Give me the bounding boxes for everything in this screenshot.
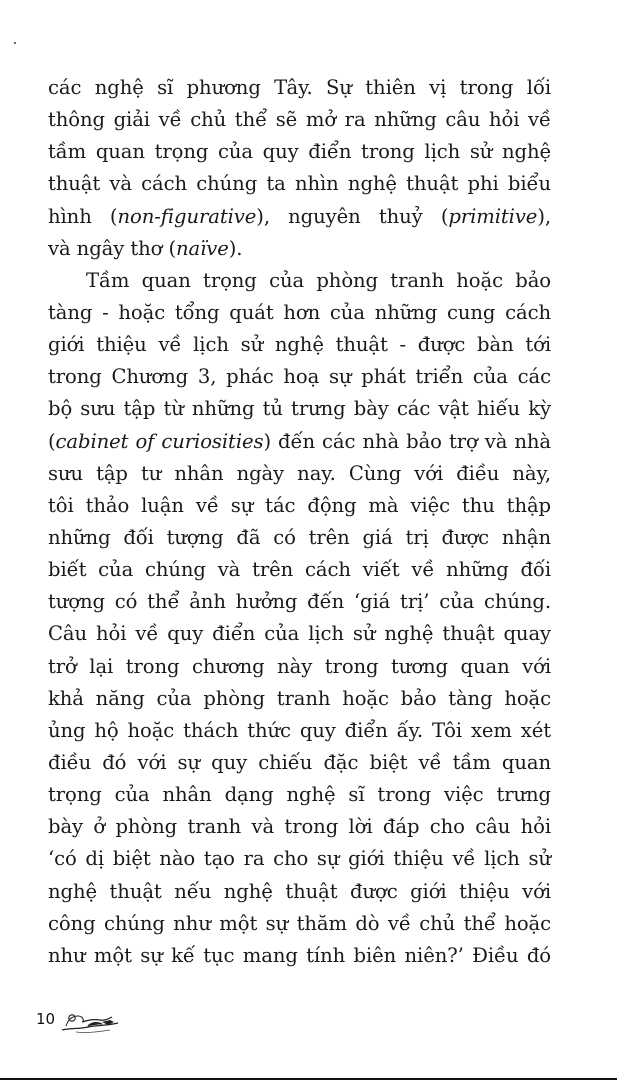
text-line xyxy=(48,554,551,586)
text-line xyxy=(48,908,551,940)
text-line xyxy=(48,876,551,908)
text-run: các nghệ sĩ phương Tây. Sự thiên vị trong lối xyxy=(48,76,551,99)
text-line xyxy=(48,811,551,843)
text-line xyxy=(48,683,551,715)
text-run: điều đó với sự quy chiếu đặc biệt về tầm quan xyxy=(48,750,551,774)
scan-speck xyxy=(14,42,16,44)
text-run: tôi thảo luận về sự tác động mà việc thu thập xyxy=(48,493,551,517)
text-run: ). xyxy=(228,236,243,260)
text-run: giới thiệu về lịch sử nghệ thuật - được bàn tới xyxy=(48,333,551,357)
text-run: Câu hỏi về quy điển của lịch sử nghệ thuật quay xyxy=(48,622,551,646)
text-line xyxy=(48,458,551,490)
text-run: thông giải về chủ thể sẽ mở ra những câu hỏi về xyxy=(48,108,551,132)
text-line xyxy=(48,201,551,233)
text-run: ( xyxy=(48,429,56,453)
body-text xyxy=(48,72,551,972)
text-line xyxy=(48,265,551,297)
text-run: như một sự kế tục mang tính biên niên?’ Điều đó xyxy=(48,943,551,967)
reclining-figure-ornament-icon xyxy=(58,1004,124,1036)
text-run: nghệ thuật nếu nghệ thuật được giới thiệu với xyxy=(48,879,551,903)
text-line xyxy=(48,940,551,972)
text-line xyxy=(48,715,551,747)
paragraph-1 xyxy=(48,72,551,265)
text-run: tượng có thể ảnh hưởng đến ‘giá trị’ của chúng. xyxy=(48,590,551,614)
text-line xyxy=(48,233,551,265)
text-run: thuật và cách chúng ta nhìn nghệ thuật phi biểu xyxy=(48,172,551,196)
text-run: trong Chương 3, phác hoạ sự phát triển của các xyxy=(48,365,551,389)
text-line xyxy=(48,747,551,779)
text-line xyxy=(48,361,551,393)
text-run: sưu tập tư nhân ngày nay. Cùng với điều này, xyxy=(48,461,551,485)
text-run: tầm quan trọng của quy điển trong lịch sử nghệ xyxy=(48,140,551,164)
page-number: 10 xyxy=(36,1010,56,1028)
text-run: tàng - hoặc tổng quát hơn của những cung cách xyxy=(48,300,551,324)
text-run: bày ở phòng tranh và trong lời đáp cho câu hỏi xyxy=(48,815,551,839)
text-line xyxy=(48,618,551,650)
italic-term: primitive xyxy=(448,204,538,228)
text-line xyxy=(48,72,551,104)
text-run: bộ sưu tập từ những tủ trưng bày các vật hiếu kỳ xyxy=(48,397,551,421)
text-run: ), xyxy=(537,204,551,228)
text-run: ) đến các nhà bảo trợ và nhà xyxy=(263,429,551,453)
text-line xyxy=(48,843,551,875)
text-line xyxy=(48,136,551,168)
text-run: và ngây thơ ( xyxy=(48,236,176,260)
text-run: những đối tượng đã có trên giá trị được nhận xyxy=(48,525,551,549)
italic-term: non-figurative xyxy=(117,204,257,228)
text-line xyxy=(48,393,551,425)
text-line xyxy=(48,651,551,683)
text-line xyxy=(48,329,551,361)
page-footer xyxy=(36,1004,156,1044)
text-line xyxy=(48,522,551,554)
text-run: khả năng của phòng tranh hoặc bảo tàng hoặc xyxy=(48,686,551,710)
text-line xyxy=(48,779,551,811)
text-run: biết của chúng và trên cách viết về những đối xyxy=(48,558,551,582)
text-run: công chúng như một sự thăm dò về chủ thể hoặc xyxy=(48,911,551,935)
text-run: trở lại trong chương này trong tương quan với xyxy=(48,654,551,678)
text-run: trọng của nhân dạng nghệ sĩ trong việc trưng xyxy=(48,783,551,807)
text-run: ‘có dị biệt nào tạo ra cho sự giới thiệu về lịch sử xyxy=(48,847,551,871)
text-line xyxy=(48,426,551,458)
text-line xyxy=(48,104,551,136)
italic-term: naïve xyxy=(175,236,229,260)
text-run: ), nguyên thuỷ ( xyxy=(256,204,449,228)
text-run: ủng hộ hoặc thách thức quy điển ấy. Tôi xem xét xyxy=(48,718,551,742)
text-line xyxy=(48,586,551,618)
text-line xyxy=(48,168,551,200)
text-line xyxy=(48,490,551,522)
text-line xyxy=(48,297,551,329)
italic-term: cabinet of curiosities xyxy=(55,429,264,453)
paragraph-2 xyxy=(48,265,551,972)
text-run: Tầm quan trọng của phòng tranh hoặc bảo xyxy=(86,268,551,292)
text-run: hình ( xyxy=(48,204,118,228)
